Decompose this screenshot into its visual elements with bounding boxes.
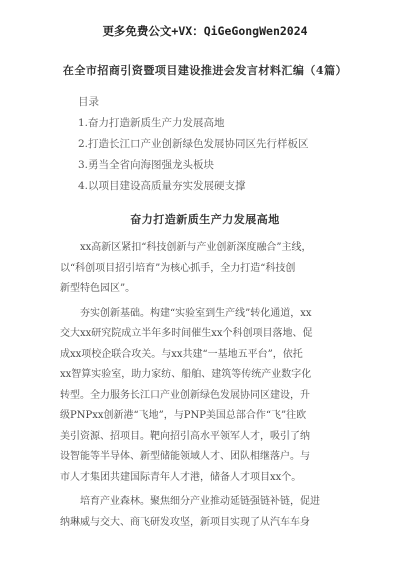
text-line: 纳琳威与交大、商飞研发攻坚，新项目实现了从汽车车身 — [60, 516, 310, 528]
toc-heading: 目录 — [78, 96, 99, 108]
text-line: 新型特色园区”。 — [60, 283, 136, 294]
promo-banner: 更多免费公文+VX：QiGeGongWen2024 — [102, 24, 308, 38]
text-line: 美引资源、招项目。靶向招引高水平领军人才，吸引了纳 — [60, 430, 310, 442]
text-line: 转型。全力服务长江口产业创新绿色发展协同区建设，升 — [60, 389, 310, 401]
text-line: 培育产业森林。聚焦细分产业推动延链强链补链，促进 — [80, 496, 320, 507]
text-line: xx高新区紧扣“科技创新与产业创新深度融合”主线， — [80, 242, 312, 253]
toc-item: 2.打造长江口产业创新绿色发展协同区先行样板区 — [78, 138, 309, 150]
toc-item: 4.以项目建设高质量夯实发展硬支撑 — [78, 180, 246, 192]
body-text — [60, 238, 350, 533]
toc-item: 3.勇当全省向海图强龙头板块 — [78, 159, 215, 171]
toc-item: 1.奋力打造新质生产力发展高地 — [78, 117, 225, 129]
paragraph — [60, 492, 350, 533]
text-line: 级PNPxx创新港“飞地”，与PNP美国总部合作“飞”往欧 — [60, 410, 307, 421]
paragraph — [60, 238, 350, 300]
text-line: 成xx项校企联合攻关。与xx共建“一基地五平台”，依托 — [60, 348, 303, 360]
text-line: 市人才集团共建国际青年人才港，储备人才项目xx个。 — [60, 471, 302, 483]
text-line: 交大xx研究院成立半年多时间催生xx个科创项目落地、促 — [60, 328, 313, 339]
text-line: 以“科创项目招引培育”为核心抓手，全力打造“科技创 — [60, 262, 296, 274]
text-line: xx智算实验室，助力家纺、船舶、建筑等传统产业数字化 — [60, 369, 312, 380]
text-line: 夯实创新基础。构建“实验室到生产线”转化通道，xx — [80, 307, 312, 319]
paragraph — [60, 304, 350, 489]
section-title: 奋力打造新质生产力发展高地 — [130, 213, 280, 226]
document-title: 在全市招商引资暨项目建设推进会发言材料汇编（4篇） — [62, 64, 348, 77]
text-line: 设智能等半导体、新型储能领域人才、团队相继落户。与 — [60, 451, 310, 462]
table-of-contents — [78, 95, 309, 200]
